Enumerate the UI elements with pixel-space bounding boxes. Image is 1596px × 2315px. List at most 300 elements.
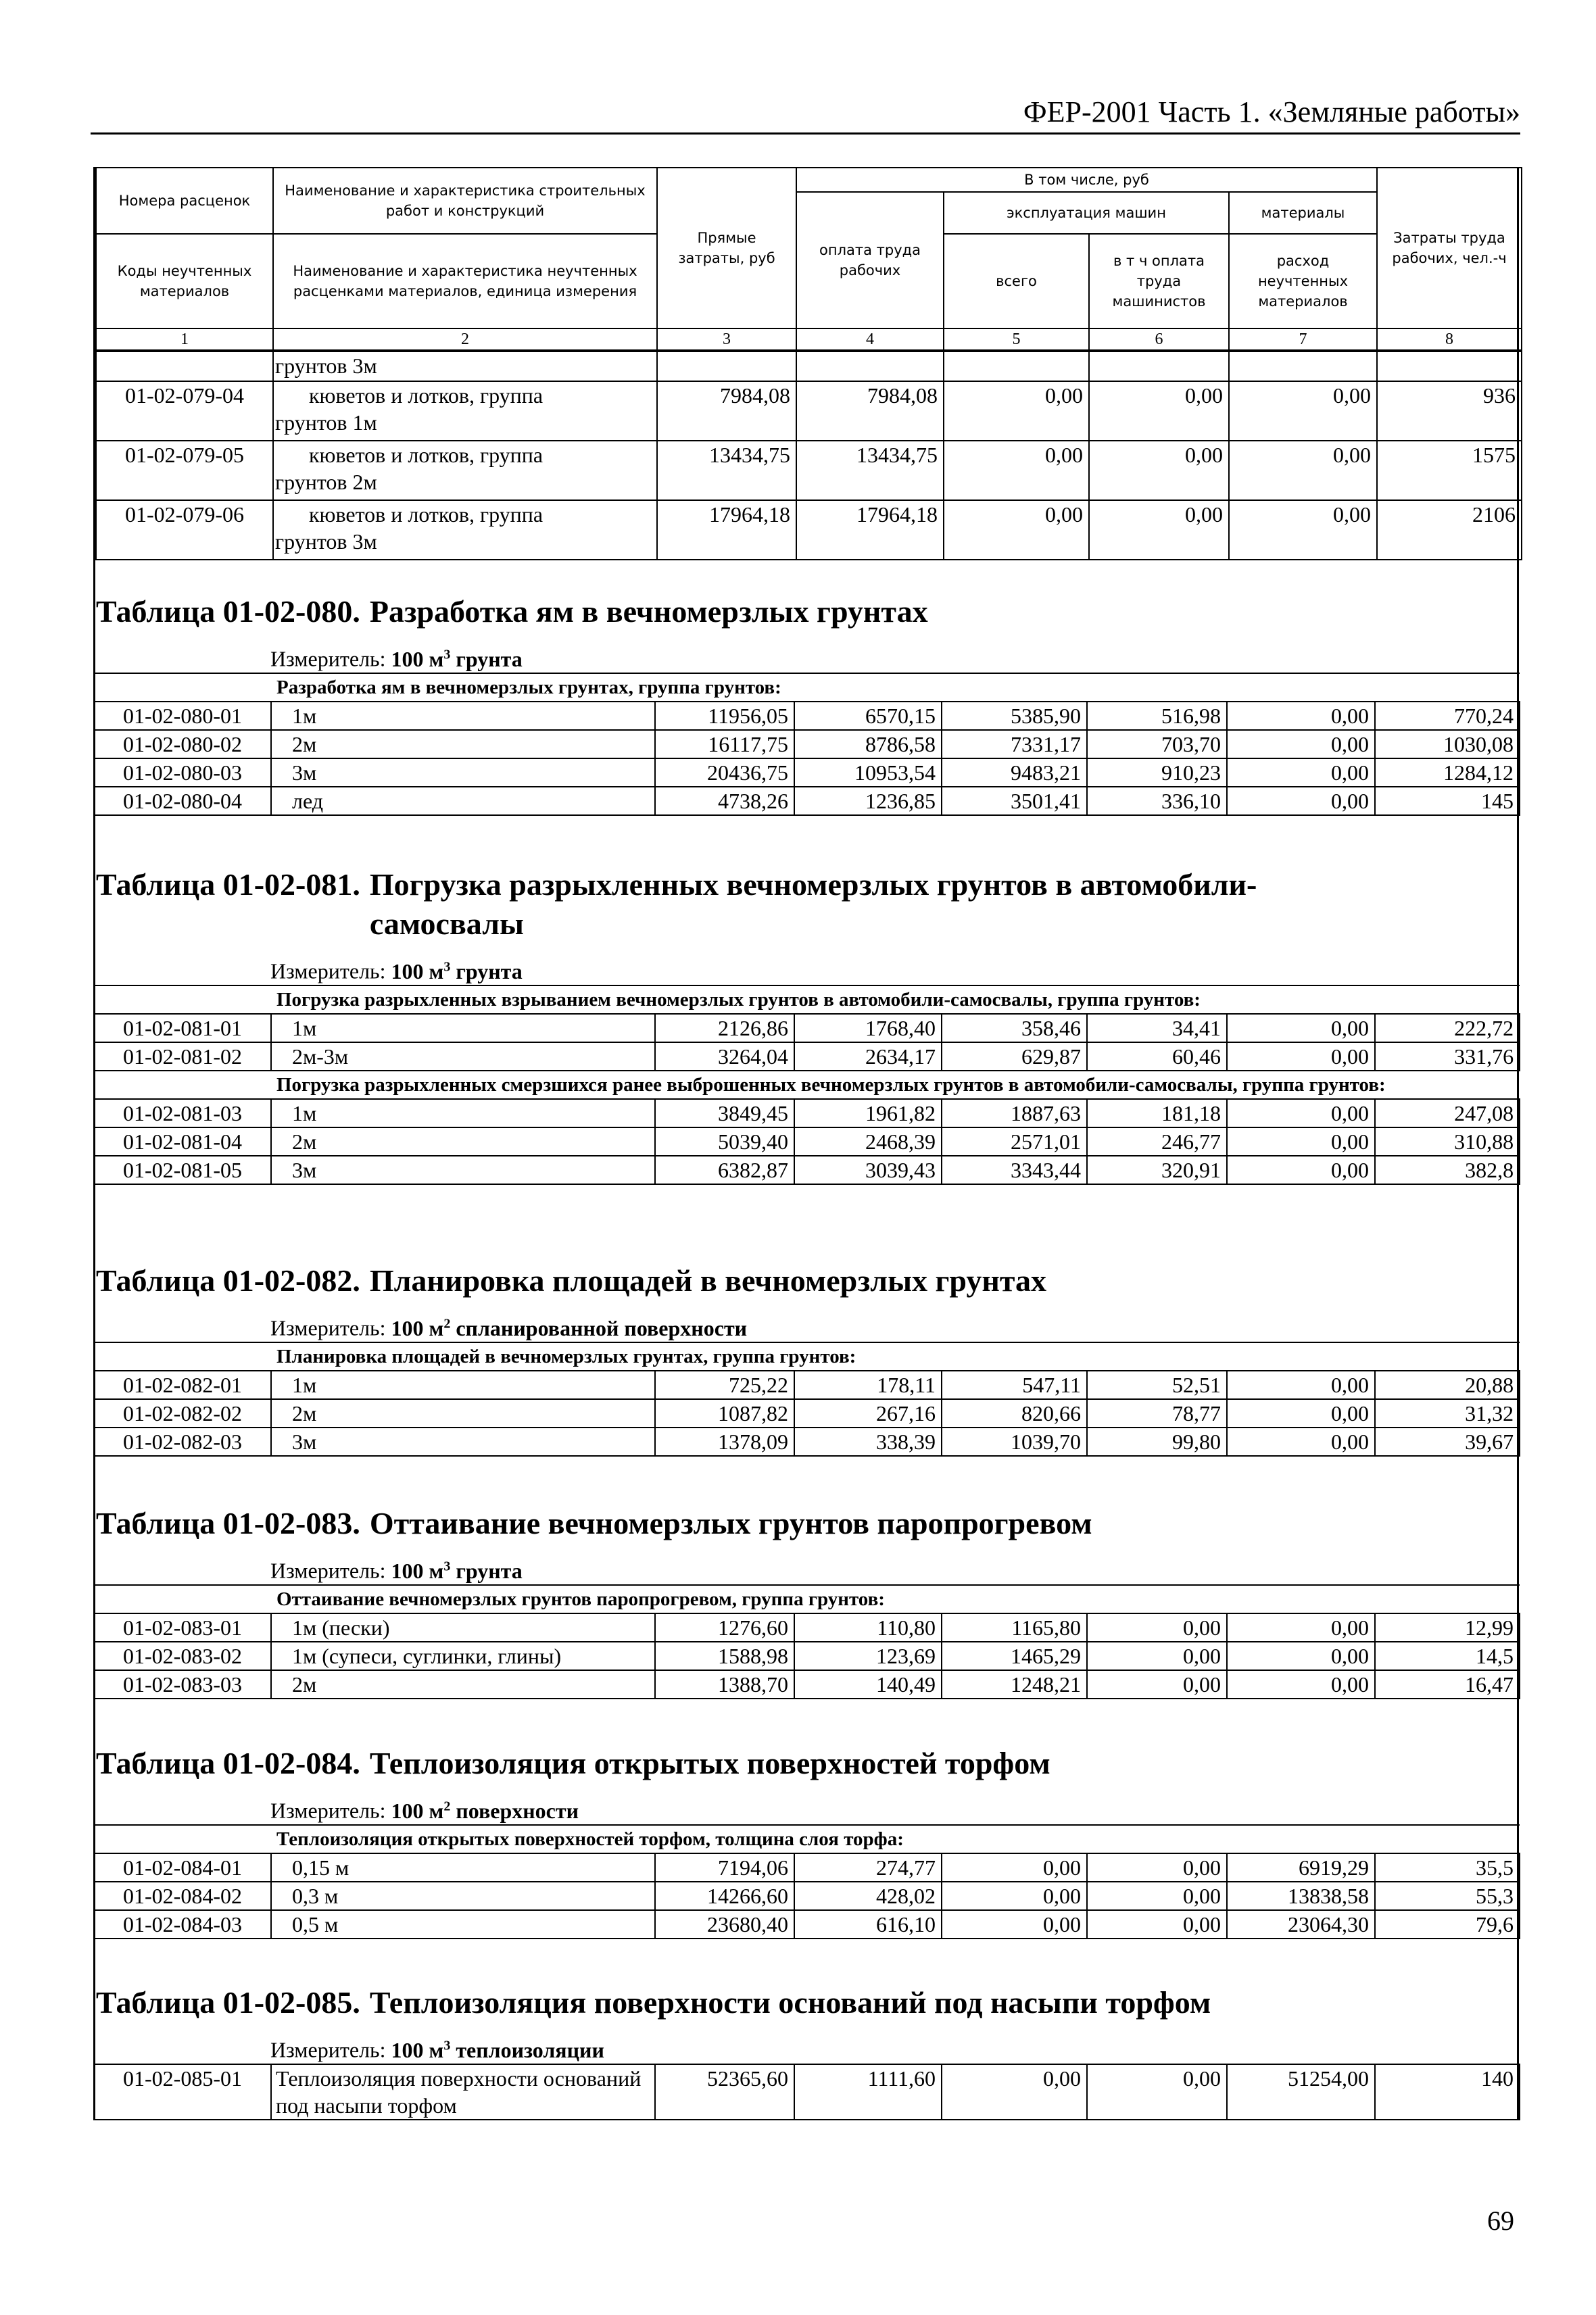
rate-code: 01-02-079-06 [96, 500, 273, 560]
value-col-3: 52365,60 [655, 2064, 794, 2120]
value-col-4: 6570,15 [794, 702, 942, 730]
table-row [94, 1014, 1520, 1042]
measure-quantity: 100 м [391, 646, 444, 671]
table-row [96, 441, 1522, 500]
value-col-6: 336,10 [1087, 787, 1227, 815]
table-title-text: Теплоизоляция открытых поверхностей торфом [369, 1746, 1050, 1780]
measure-exponent: 3 [443, 2038, 451, 2053]
value-col-8: 310,88 [1375, 1127, 1520, 1156]
measure-exponent: 3 [443, 647, 451, 662]
table-row [96, 351, 1522, 381]
rate-table-section [93, 1744, 1519, 1939]
measure-label: Измеритель: [270, 1558, 386, 1583]
value-col-3: 2126,86 [655, 1014, 794, 1042]
rate-code: 01-02-080-01 [94, 702, 271, 730]
rate-table [93, 985, 1520, 1185]
group-header-row [94, 673, 1520, 702]
value-col-5: 1039,70 [942, 1428, 1087, 1456]
work-name: 1м [271, 1371, 655, 1399]
value-col-3: 725,22 [655, 1371, 794, 1399]
value-col-7: 0,00 [1229, 381, 1377, 441]
page-number: 69 [1487, 2206, 1514, 2236]
group-label: Теплоизоляция открытых поверхностей торфом, толщина слоя торфа: [94, 1825, 1520, 1853]
table-row [94, 1127, 1520, 1156]
value-col-3: 14266,60 [655, 1882, 794, 1910]
value-col-4: 1768,40 [794, 1014, 942, 1042]
value-col-3: 16117,75 [655, 730, 794, 758]
measure-unit-text: грунта [456, 958, 523, 983]
value-col-4: 178,11 [794, 1371, 942, 1399]
measure-unit-text: теплоизоляции [456, 2037, 604, 2062]
value-col-6: 0,00 [1087, 1853, 1227, 1882]
rate-table-section [93, 592, 1519, 816]
measure-label: Измеритель: [270, 958, 386, 983]
value-col-8: 382,8 [1375, 1156, 1520, 1184]
measure-value [391, 1316, 748, 1340]
work-name: 1м [271, 1099, 655, 1127]
table-title [93, 865, 1519, 944]
table-title [93, 1744, 1519, 1783]
work-name: 2м [271, 1127, 655, 1156]
table-title [93, 1504, 1519, 1543]
table-title-text: Разработка ям в вечномерзлых грунтах [369, 594, 928, 629]
value-col-6: 0,00 [1087, 1882, 1227, 1910]
value-col-6: 0,00 [1089, 500, 1229, 560]
table-row [94, 758, 1520, 787]
rate-code: 01-02-081-05 [94, 1156, 271, 1184]
rate-table [93, 1824, 1520, 1939]
work-name: 2м [271, 730, 655, 758]
value-col-4: 616,10 [794, 1910, 942, 1939]
work-name: 2м [271, 1399, 655, 1428]
table-row [94, 1670, 1520, 1699]
value-col-4: 2468,39 [794, 1127, 942, 1156]
value-col-3: 11956,05 [655, 702, 794, 730]
table-row [96, 381, 1522, 441]
work-name [273, 381, 657, 441]
value-col-5: 3501,41 [942, 787, 1087, 815]
value-col-6: 246,77 [1087, 1127, 1227, 1156]
table-row [94, 2064, 1520, 2120]
value-col-3: 23680,40 [655, 1910, 794, 1939]
column-number: 5 [944, 328, 1089, 350]
rate-table-section [93, 865, 1519, 1185]
rate-code: 01-02-079-05 [96, 441, 273, 500]
value-col-5: 9483,21 [942, 758, 1087, 787]
work-name: Теплоизоляция поверхности оснований под насыпи торфом [271, 2064, 655, 2120]
value-col-5: 0,00 [942, 1853, 1087, 1882]
value-col-5: 0,00 [942, 2064, 1087, 2120]
table-title [93, 592, 1519, 631]
value-col-6: 0,00 [1087, 1670, 1227, 1699]
table-row [94, 1882, 1520, 1910]
value-col-5: 629,87 [942, 1042, 1087, 1071]
measure-label: Измеритель: [270, 1798, 386, 1823]
measure-quantity: 100 м [391, 958, 444, 983]
measure-unit-text: грунта [456, 646, 523, 671]
value-col-7: 0,00 [1227, 1156, 1375, 1184]
measure-exponent: 3 [443, 1559, 451, 1574]
table-row [94, 1099, 1520, 1127]
value-col-7: 0,00 [1229, 441, 1377, 500]
rate-code: 01-02-082-03 [94, 1428, 271, 1456]
work-name [273, 500, 657, 560]
value-col-5: 0,00 [942, 1882, 1087, 1910]
measure-quantity: 100 м [391, 1315, 444, 1340]
value-col-3: 1276,60 [655, 1613, 794, 1642]
value-col-5: 1248,21 [942, 1670, 1087, 1699]
value-col-6: 0,00 [1087, 1613, 1227, 1642]
rate-table [93, 1584, 1520, 1699]
value-col-7: 0,00 [1227, 1670, 1375, 1699]
value-col-7: 0,00 [1227, 758, 1375, 787]
value-col-4: 7984,08 [796, 381, 944, 441]
value-col-6: 910,23 [1087, 758, 1227, 787]
value-col-8: 35,5 [1375, 1853, 1520, 1882]
column-number: 6 [1089, 328, 1229, 350]
value-col-4: 17964,18 [796, 500, 944, 560]
measure-exponent: 2 [443, 1316, 451, 1331]
value-col-5: 3343,44 [942, 1156, 1087, 1184]
value-col-5: 820,66 [942, 1399, 1087, 1428]
value-col-5: 0,00 [942, 1910, 1087, 1939]
value-col-3: 20436,75 [655, 758, 794, 787]
materials-header: материалы [1229, 192, 1377, 234]
measure-unit-text: поверхности [456, 1798, 579, 1823]
value-col-3: 1588,98 [655, 1642, 794, 1670]
work-name: 2м-3м [271, 1042, 655, 1071]
table-number: Таблица 01-02-084. [96, 1746, 360, 1780]
value-col-4 [796, 351, 944, 381]
rate-code: 01-02-080-03 [94, 758, 271, 787]
value-col-7: 0,00 [1227, 1642, 1375, 1670]
value-col-5: 1165,80 [942, 1613, 1087, 1642]
work-name-line: грунтов 3м [275, 354, 377, 378]
value-col-7: 0,00 [1227, 787, 1375, 815]
value-col-7: 6919,29 [1227, 1853, 1375, 1882]
work-name-line: грунтов 3м [275, 529, 377, 554]
value-col-6: 60,46 [1087, 1042, 1227, 1071]
rate-code: 01-02-084-02 [94, 1882, 271, 1910]
value-col-7: 51254,00 [1227, 2064, 1375, 2120]
col3-header: Прямые затраты, руб [657, 168, 796, 328]
rate-code: 01-02-083-02 [94, 1642, 271, 1670]
header-rule [91, 132, 1520, 135]
column-number: 2 [273, 328, 657, 350]
value-col-4: 110,80 [794, 1613, 942, 1642]
column-number: 8 [1377, 328, 1522, 350]
value-col-6: 181,18 [1087, 1099, 1227, 1127]
value-col-8: 39,67 [1375, 1428, 1520, 1456]
measure-value [391, 1799, 579, 1823]
table-row [94, 702, 1520, 730]
col5-header: всего [944, 234, 1089, 328]
value-col-6: 0,00 [1087, 2064, 1227, 2120]
value-col-3 [657, 351, 796, 381]
value-col-7: 0,00 [1227, 1428, 1375, 1456]
rate-table [93, 1342, 1520, 1457]
value-col-8: 770,24 [1375, 702, 1520, 730]
group-label: Оттаивание вечномерзлых грунтов паропрогревом, группа грунтов: [94, 1585, 1520, 1613]
measure-quantity: 100 м [391, 2037, 444, 2062]
value-col-3: 1087,82 [655, 1399, 794, 1428]
group-header-row [94, 985, 1520, 1014]
rate-code: 01-02-081-02 [94, 1042, 271, 1071]
rate-table [93, 673, 1520, 816]
value-col-6 [1089, 351, 1229, 381]
value-col-7: 0,00 [1227, 1099, 1375, 1127]
work-name: 1м (супеси, суглинки, глины) [271, 1642, 655, 1670]
value-col-8: 145 [1375, 787, 1520, 815]
group-header-row [94, 1585, 1520, 1613]
value-col-7: 0,00 [1227, 1127, 1375, 1156]
value-col-5 [944, 351, 1089, 381]
rate-table [93, 2064, 1520, 2120]
table-title-text: Теплоизоляция поверхности оснований под насыпи торфом [369, 1985, 1211, 2020]
value-col-4: 338,39 [794, 1428, 942, 1456]
column-header-table [95, 167, 1522, 351]
measure-unit-text: грунта [456, 1558, 523, 1583]
table-row [94, 1910, 1520, 1939]
table-title [93, 1983, 1519, 2022]
table-row [94, 1613, 1520, 1642]
rate-code: 01-02-080-04 [94, 787, 271, 815]
value-col-3: 13434,75 [657, 441, 796, 500]
column-number: 1 [96, 328, 273, 350]
value-col-4: 1236,85 [794, 787, 942, 815]
col2-subheader: Наименование и характеристика неучтенных расценками материалов, единица измерения [273, 234, 657, 328]
measure-unit [93, 2032, 1519, 2064]
table-row [96, 500, 1522, 560]
value-col-4: 1111,60 [794, 2064, 942, 2120]
value-col-8: 55,3 [1375, 1882, 1520, 1910]
table-title [93, 1261, 1519, 1300]
including-header: В том числе, руб [796, 168, 1377, 192]
value-col-3: 4738,26 [655, 787, 794, 815]
rate-code: 01-02-081-01 [94, 1014, 271, 1042]
value-col-6: 320,91 [1087, 1156, 1227, 1184]
table-row [94, 1642, 1520, 1670]
value-col-8: 14,5 [1375, 1642, 1520, 1670]
measure-label: Измеритель: [270, 646, 386, 671]
value-col-5: 358,46 [942, 1014, 1087, 1042]
group-header-row [94, 1825, 1520, 1853]
value-col-3: 5039,40 [655, 1127, 794, 1156]
value-col-7: 0,00 [1227, 730, 1375, 758]
table-title-text: Планировка площадей в вечномерзлых грунтах [369, 1263, 1047, 1298]
value-col-6: 0,00 [1087, 1910, 1227, 1939]
value-col-4: 140,49 [794, 1670, 942, 1699]
measure-value [391, 1559, 523, 1583]
measure-value [391, 2038, 604, 2062]
value-col-7: 0,00 [1227, 702, 1375, 730]
work-name-line: грунтов 2м [275, 470, 377, 494]
work-name: 1м [271, 702, 655, 730]
value-col-8: 2106 [1377, 500, 1522, 560]
col4-header: оплата труда рабочих [796, 192, 944, 328]
value-col-7: 13838,58 [1227, 1882, 1375, 1910]
column-number-row [96, 328, 1522, 350]
work-name: 3м [271, 1156, 655, 1184]
col7-header: расход неучтенных материалов [1229, 234, 1377, 328]
work-name: 1м (пески) [271, 1613, 655, 1642]
col8-header: Затраты труда рабочих, чел.-ч [1377, 168, 1522, 328]
value-col-7: 0,00 [1227, 1613, 1375, 1642]
value-col-3: 7194,06 [655, 1853, 794, 1882]
work-name-line: кюветов и лотков, группа [309, 502, 543, 527]
value-col-4: 2634,17 [794, 1042, 942, 1071]
value-col-4: 13434,75 [796, 441, 944, 500]
work-name: 3м [271, 758, 655, 787]
table-number: Таблица 01-02-085. [96, 1985, 360, 2020]
value-col-4: 123,69 [794, 1642, 942, 1670]
col1-subheader: Коды неучтенных материалов [96, 234, 273, 328]
value-col-5: 5385,90 [942, 702, 1087, 730]
rate-code: 01-02-083-03 [94, 1670, 271, 1699]
value-col-8: 140 [1375, 2064, 1520, 2120]
value-col-8: 20,88 [1375, 1371, 1520, 1399]
table-title-text: Погрузка разрыхленных вечномерзлых грунтов в автомобили-самосвалы [369, 867, 1257, 941]
value-col-4: 3039,43 [794, 1156, 942, 1184]
column-number: 7 [1229, 328, 1377, 350]
measure-quantity: 100 м [391, 1798, 444, 1823]
value-col-8: 331,76 [1375, 1042, 1520, 1071]
value-col-4: 1961,82 [794, 1099, 942, 1127]
rate-code: 01-02-081-03 [94, 1099, 271, 1127]
table-row [94, 1853, 1520, 1882]
group-label: Погрузка разрыхленных смерзшихся ранее выброшенных вечномерзлых грунтов в автомобили-самосвалы, группа грунтов: [94, 1071, 1520, 1099]
group-header-row [94, 1342, 1520, 1371]
value-col-5: 2571,01 [942, 1127, 1087, 1156]
value-col-6: 0,00 [1089, 381, 1229, 441]
value-col-3: 7984,08 [657, 381, 796, 441]
measure-unit [93, 1793, 1519, 1824]
value-col-8: 222,72 [1375, 1014, 1520, 1042]
table-row [94, 1428, 1520, 1456]
group-label: Планировка площадей в вечномерзлых грунтах, группа грунтов: [94, 1342, 1520, 1371]
table-row [94, 787, 1520, 815]
measure-quantity: 100 м [391, 1558, 444, 1583]
work-name-line: грунтов 1м [275, 410, 377, 435]
measure-unit-text: спланированной поверхности [456, 1315, 748, 1340]
value-col-8: 936 [1377, 381, 1522, 441]
value-col-3: 1388,70 [655, 1670, 794, 1699]
rate-code: 01-02-084-01 [94, 1853, 271, 1882]
group-header-row [94, 1071, 1520, 1099]
measure-value [391, 959, 523, 983]
work-name: 0,5 м [271, 1910, 655, 1939]
work-name-line: кюветов и лотков, группа [309, 383, 543, 408]
table-row [94, 1399, 1520, 1428]
rate-code: 01-02-081-04 [94, 1127, 271, 1156]
rate-code: 01-02-082-02 [94, 1399, 271, 1428]
value-col-6: 703,70 [1087, 730, 1227, 758]
value-col-4: 267,16 [794, 1399, 942, 1428]
running-title: ФЕР-2001 Часть 1. «Земляные работы» [1023, 95, 1520, 128]
work-name [273, 351, 657, 381]
value-col-6: 0,00 [1089, 441, 1229, 500]
rate-table-section [93, 1504, 1519, 1699]
col1-header: Номера расценок [96, 168, 273, 234]
value-col-4: 428,02 [794, 1882, 942, 1910]
value-col-8: 1030,08 [1375, 730, 1520, 758]
value-col-5: 0,00 [944, 441, 1089, 500]
rate-code: 01-02-080-02 [94, 730, 271, 758]
continued-table [95, 351, 1522, 560]
value-col-8: 247,08 [1375, 1099, 1520, 1127]
value-col-5: 0,00 [944, 500, 1089, 560]
value-col-4: 8786,58 [794, 730, 942, 758]
table-title-text: Оттаивание вечномерзлых грунтов паропрогревом [369, 1506, 1092, 1540]
measure-unit [93, 953, 1519, 985]
work-name: 0,3 м [271, 1882, 655, 1910]
value-col-7: 23064,30 [1227, 1910, 1375, 1939]
table-number: Таблица 01-02-080. [96, 594, 360, 629]
value-col-6: 34,41 [1087, 1014, 1227, 1042]
work-name: 0,15 м [271, 1853, 655, 1882]
value-col-5: 1465,29 [942, 1642, 1087, 1670]
value-col-8: 12,99 [1375, 1613, 1520, 1642]
value-col-7: 0,00 [1227, 1042, 1375, 1071]
work-name: 1м [271, 1014, 655, 1042]
measure-value [391, 647, 523, 671]
value-col-8: 16,47 [1375, 1670, 1520, 1699]
rate-code: 01-02-084-03 [94, 1910, 271, 1939]
work-name: 2м [271, 1670, 655, 1699]
value-col-8: 1284,12 [1375, 758, 1520, 787]
rate-code: 01-02-082-01 [94, 1371, 271, 1399]
value-col-4: 274,77 [794, 1853, 942, 1882]
value-col-7: 0,00 [1227, 1399, 1375, 1428]
measure-label: Измеритель: [270, 2037, 386, 2062]
value-col-7: 0,00 [1227, 1371, 1375, 1399]
value-col-8 [1377, 351, 1522, 381]
value-col-5: 547,11 [942, 1371, 1087, 1399]
column-number: 4 [796, 328, 944, 350]
table-number: Таблица 01-02-082. [96, 1263, 360, 1298]
table-row [94, 730, 1520, 758]
value-col-4: 10953,54 [794, 758, 942, 787]
work-name-line: кюветов и лотков, группа [309, 443, 543, 467]
value-col-6: 52,51 [1087, 1371, 1227, 1399]
measure-unit [93, 641, 1519, 673]
value-col-3: 17964,18 [657, 500, 796, 560]
col6-header: в т ч оплата труда машинистов [1089, 234, 1229, 328]
value-col-6: 0,00 [1087, 1642, 1227, 1670]
value-col-8: 79,6 [1375, 1910, 1520, 1939]
work-name: лед [271, 787, 655, 815]
value-col-8: 1575 [1377, 441, 1522, 500]
table-row [94, 1042, 1520, 1071]
value-col-7 [1229, 351, 1377, 381]
value-col-3: 3264,04 [655, 1042, 794, 1071]
table-row [94, 1371, 1520, 1399]
value-col-5: 1887,63 [942, 1099, 1087, 1127]
measure-label: Измеритель: [270, 1315, 386, 1340]
value-col-6: 78,77 [1087, 1399, 1227, 1428]
value-col-8: 31,32 [1375, 1399, 1520, 1428]
rate-code: 01-02-083-01 [94, 1613, 271, 1642]
column-number: 3 [657, 328, 796, 350]
value-col-3: 6382,87 [655, 1156, 794, 1184]
table-number: Таблица 01-02-081. [96, 867, 360, 902]
table-row [94, 1156, 1520, 1184]
measure-unit [93, 1553, 1519, 1584]
table-number: Таблица 01-02-083. [96, 1506, 360, 1540]
value-col-5: 0,00 [944, 381, 1089, 441]
value-col-5: 7331,17 [942, 730, 1087, 758]
rate-code [96, 351, 273, 381]
